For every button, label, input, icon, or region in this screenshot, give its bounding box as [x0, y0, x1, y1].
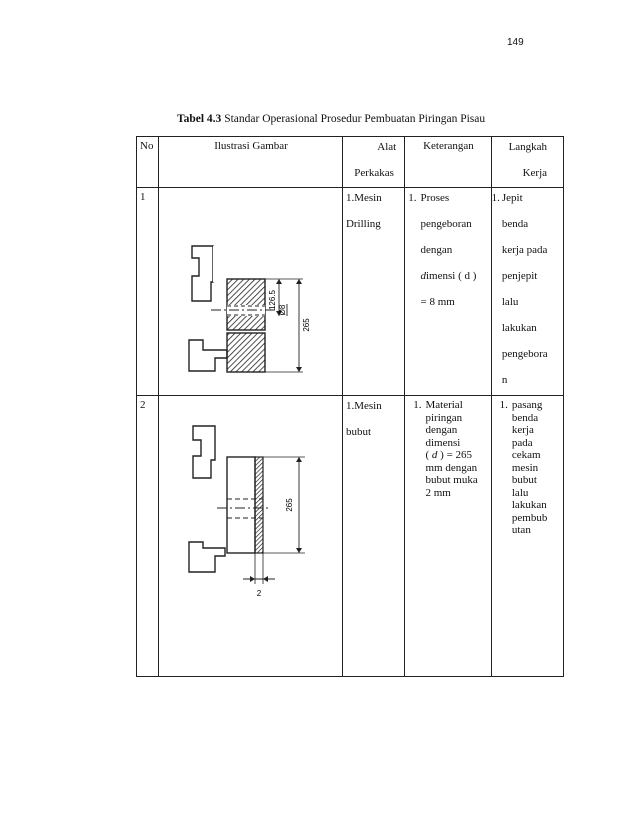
- cell-line: pasang: [511, 399, 543, 411]
- page-number: 149: [507, 37, 524, 48]
- cell-line: lalu: [511, 486, 529, 499]
- cell-line: bubut muka: [425, 474, 478, 486]
- cell-line: benda: [511, 411, 539, 424]
- row1-steps-text: [502, 185, 561, 393]
- row2-no: 2: [137, 396, 159, 677]
- sop-table: [136, 136, 564, 677]
- cell-line: benda: [501, 218, 529, 230]
- row2-steps-text: [512, 399, 561, 537]
- header-steps: Langkah Kerja: [491, 137, 563, 188]
- row1-illustration: [159, 188, 343, 396]
- cell-line: lakukan: [501, 322, 537, 334]
- table-caption: [177, 113, 485, 125]
- cell-line: cekam: [511, 449, 541, 461]
- dim-label-126-5: 126.5: [268, 289, 278, 311]
- row1-tool: 1.Mesin Drilling: [342, 188, 404, 396]
- cell-line: Material: [425, 399, 463, 411]
- table-row: [137, 188, 564, 396]
- cell-line: mm dengan: [425, 461, 478, 474]
- dim-label-265: 265: [302, 318, 312, 332]
- cell-line: Jepit: [501, 192, 523, 204]
- row1-steps: 1. Jepit benda kerja pada penjepit lalu lakukan pengebora n: [491, 188, 563, 396]
- row2-description: 1. Material piringan dengan dimensi ( d ) = 265 mm dengan bubut muka 2 mm: [405, 396, 491, 677]
- row1-no: 1: [137, 188, 159, 396]
- cell-line: lalu: [501, 296, 519, 308]
- cell-line: n: [501, 374, 508, 386]
- row2-tool: 1.Mesin bubut: [342, 396, 404, 677]
- header-tool: Alat Perkakas: [342, 137, 404, 188]
- dim-label-265: 265: [285, 498, 295, 512]
- drilling-drawing: [159, 188, 342, 395]
- cell-line: ( d ) = 265: [425, 449, 473, 461]
- caption-label: Tabel 4.3: [177, 113, 222, 125]
- cell-line: pengebora: [501, 348, 548, 360]
- cell-line: 2 mm: [425, 486, 451, 499]
- table-row: [137, 396, 564, 677]
- cell-line: dimensi ( d ): [420, 270, 477, 282]
- cell-line: dengan: [420, 244, 453, 256]
- cell-line: pengeboran: [420, 218, 472, 230]
- cell-line: lakukan: [511, 499, 547, 511]
- cell-line: penjepit: [501, 270, 538, 282]
- cell-line: = 8 mm: [420, 296, 455, 308]
- cell-line: kerja: [511, 424, 534, 436]
- header-illustration: Ilustrasi Gambar: [159, 137, 343, 188]
- cell-line: utan: [511, 524, 531, 536]
- dim-label-diameter-8: Ø8: [278, 304, 288, 316]
- cell-line: pada: [511, 436, 533, 449]
- header-no: No: [137, 137, 159, 188]
- cell-line: dengan: [425, 424, 458, 436]
- row1-description: 1. Proses pengeboran dengan dimensi ( d ) = 8 mm: [405, 188, 491, 396]
- cell-line: mesin: [511, 461, 539, 474]
- caption-text: Standar Operasional Prosedur Pembuatan Piringan Pisau: [221, 113, 486, 125]
- cell-line: dimensi: [425, 436, 461, 449]
- dim-label-2: 2: [256, 589, 262, 598]
- cell-line: pembub: [511, 511, 548, 524]
- cell-line: Proses: [420, 192, 450, 204]
- row1-description-text: [420, 185, 488, 315]
- header-description: Keterangan: [405, 137, 491, 188]
- cell-line: kerja pada: [501, 244, 548, 256]
- table-header-row: [137, 137, 564, 188]
- row2-illustration: [159, 396, 343, 677]
- cell-line: piringan: [425, 411, 463, 424]
- lathe-drawing: [159, 396, 342, 676]
- cell-line: bubut: [511, 474, 537, 486]
- row2-description-text: [425, 399, 488, 499]
- row2-steps: 1. pasang benda kerja pada cekam mesin bubut lalu lakukan pembub utan: [491, 396, 563, 677]
